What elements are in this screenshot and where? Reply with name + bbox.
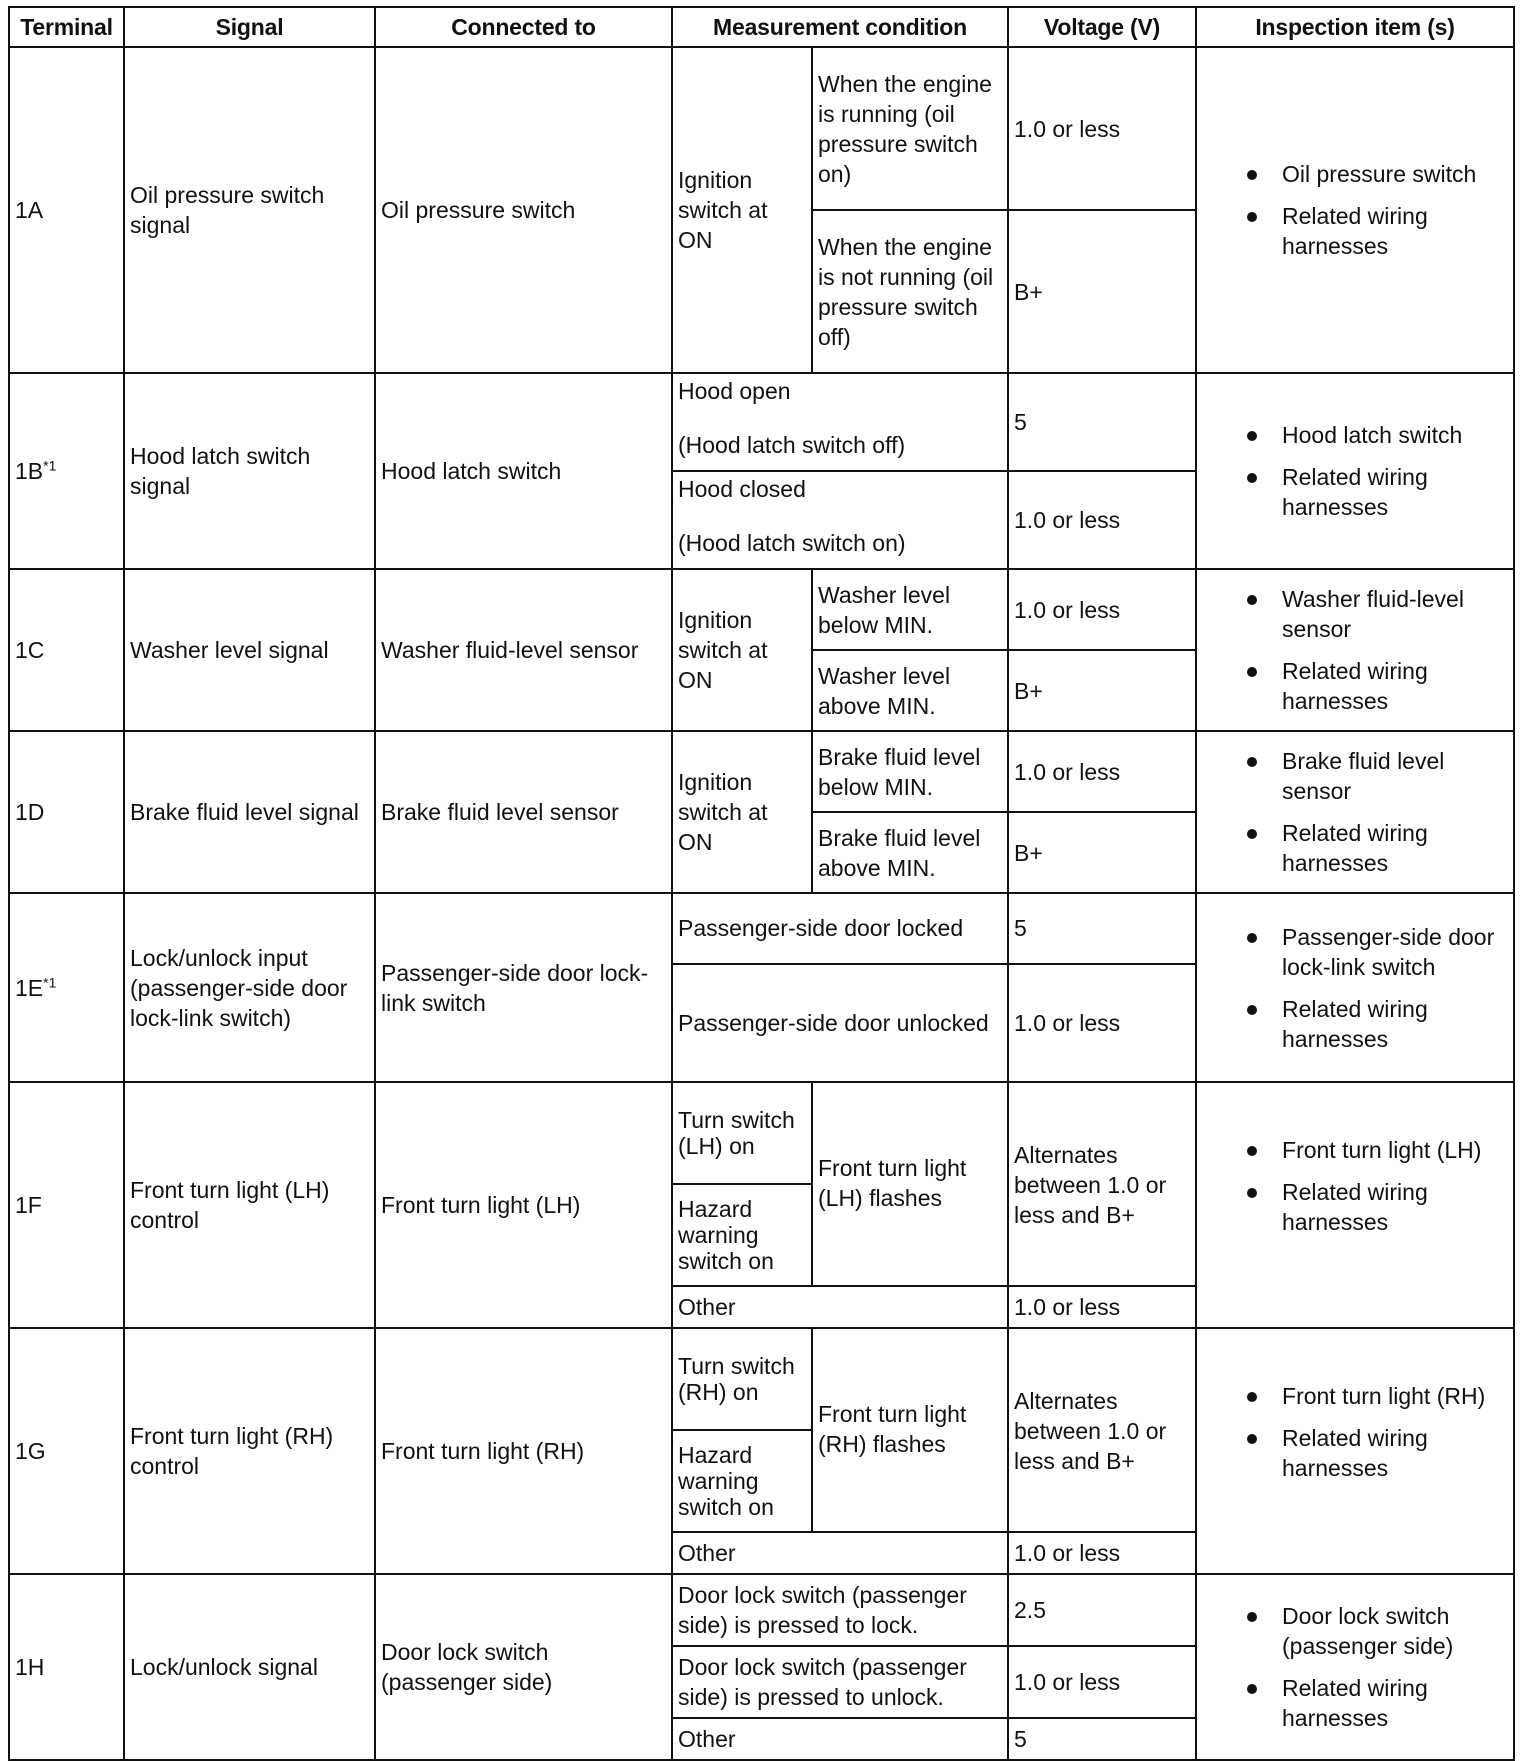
- condition-cell: [672, 373, 1008, 471]
- header-signal: Signal: [124, 7, 375, 47]
- inspection-list: [1202, 922, 1508, 1054]
- table-row: [9, 1082, 1514, 1184]
- voltage-cell: Alternates between 1.0 or less and B+: [1008, 1328, 1196, 1532]
- condition-line: Hood closed: [678, 476, 806, 503]
- signal-cell: Hood latch switch signal: [124, 373, 375, 569]
- inspection-cell: [1196, 373, 1514, 569]
- voltage-cell: B+: [1008, 210, 1196, 373]
- voltage-cell: 1.0 or less: [1008, 47, 1196, 210]
- table-row: [9, 731, 1514, 812]
- inspection-list: [1202, 1381, 1508, 1483]
- sub-condition-cell: Washer level above MIN.: [812, 650, 1008, 731]
- table-row: [9, 1574, 1514, 1646]
- terminal-cell: [9, 893, 124, 1081]
- result-cell: Front turn light (LH) flashes: [812, 1082, 1008, 1286]
- condition-cell: Turn switch (LH) on: [672, 1082, 812, 1184]
- list-item: Related wiring harnesses: [1202, 1673, 1508, 1733]
- terminal-cell: 1C: [9, 569, 124, 731]
- condition-cell: Passenger-side door locked: [672, 893, 1008, 963]
- condition-cell: [672, 471, 1008, 569]
- terminal-cell: 1D: [9, 731, 124, 893]
- voltage-cell: 5: [1008, 373, 1196, 471]
- table-row: [9, 373, 1514, 471]
- signal-cell: Front turn light (LH) control: [124, 1082, 375, 1328]
- condition-cell: Other: [672, 1718, 1008, 1760]
- sub-condition-cell: When the engine is not running (oil pressure switch off): [812, 210, 1008, 373]
- condition-cell: Turn switch (RH) on: [672, 1328, 812, 1430]
- voltage-cell: 2.5: [1008, 1574, 1196, 1646]
- header-voltage: Voltage (V): [1008, 7, 1196, 47]
- terminal-cell: 1F: [9, 1082, 124, 1328]
- list-item: Front turn light (RH): [1202, 1381, 1508, 1411]
- inspection-cell: [1196, 1328, 1514, 1574]
- connected-to-cell: Passenger-side door lock-link switch: [375, 893, 672, 1081]
- connected-to-cell: Hood latch switch: [375, 373, 672, 569]
- condition-line: (Hood latch switch off): [678, 432, 906, 459]
- voltage-cell: B+: [1008, 650, 1196, 731]
- result-cell: Front turn light (RH) flashes: [812, 1328, 1008, 1532]
- voltage-cell: 1.0 or less: [1008, 1532, 1196, 1574]
- inspection-list: [1202, 420, 1508, 522]
- terminal-voltage-table: [8, 6, 1515, 1761]
- inspection-cell: [1196, 1082, 1514, 1328]
- sub-condition-cell: Brake fluid level below MIN.: [812, 731, 1008, 812]
- header-measurement-condition: Measurement condition: [672, 7, 1008, 47]
- footnote-mark: *1: [43, 973, 57, 990]
- voltage-cell: 1.0 or less: [1008, 1646, 1196, 1718]
- signal-cell: Lock/unlock signal: [124, 1574, 375, 1760]
- list-item: Related wiring harnesses: [1202, 656, 1508, 716]
- list-item: Front turn light (LH): [1202, 1135, 1508, 1165]
- condition-cell: Door lock switch (passenger side) is pressed to lock.: [672, 1574, 1008, 1646]
- inspection-cell: [1196, 893, 1514, 1081]
- list-item: Related wiring harnesses: [1202, 994, 1508, 1054]
- condition-cell: Ignition switch at ON: [672, 569, 812, 731]
- list-item: Brake fluid level sensor: [1202, 746, 1508, 806]
- condition-cell: Passenger-side door unlocked: [672, 964, 1008, 1082]
- voltage-cell: 1.0 or less: [1008, 471, 1196, 569]
- inspection-list: [1202, 1135, 1508, 1237]
- voltage-cell: 5: [1008, 893, 1196, 963]
- signal-cell: Oil pressure switch signal: [124, 47, 375, 373]
- header-terminal: Terminal: [9, 7, 124, 47]
- connected-to-cell: Front turn light (RH): [375, 1328, 672, 1574]
- header-connected-to: Connected to: [375, 7, 672, 47]
- inspection-list: [1202, 746, 1508, 878]
- list-item: Passenger-side door lock-link switch: [1202, 922, 1508, 982]
- condition-cell: Other: [672, 1532, 1008, 1574]
- voltage-cell: 5: [1008, 1718, 1196, 1760]
- inspection-cell: [1196, 47, 1514, 373]
- inspection-cell: [1196, 1574, 1514, 1760]
- condition-cell: Ignition switch at ON: [672, 47, 812, 373]
- terminal-cell: 1A: [9, 47, 124, 373]
- table-row: [9, 47, 1514, 210]
- voltage-cell: 1.0 or less: [1008, 731, 1196, 812]
- condition-cell: Other: [672, 1286, 1008, 1328]
- connected-to-cell: Oil pressure switch: [375, 47, 672, 373]
- voltage-cell: 1.0 or less: [1008, 964, 1196, 1082]
- table-row: [9, 893, 1514, 963]
- connected-to-cell: Front turn light (LH): [375, 1082, 672, 1328]
- table-row: [9, 1328, 1514, 1430]
- connected-to-cell: Brake fluid level sensor: [375, 731, 672, 893]
- header-row: [9, 7, 1514, 47]
- inspection-list: [1202, 1601, 1508, 1733]
- inspection-list: [1202, 584, 1508, 716]
- sub-condition-cell: Brake fluid level above MIN.: [812, 812, 1008, 893]
- table-row: [9, 569, 1514, 650]
- voltage-cell: 1.0 or less: [1008, 1286, 1196, 1328]
- list-item: Oil pressure switch: [1202, 159, 1508, 189]
- connected-to-cell: Washer fluid-level sensor: [375, 569, 672, 731]
- list-item: Related wiring harnesses: [1202, 462, 1508, 522]
- inspection-cell: [1196, 731, 1514, 893]
- terminal-label: 1B: [15, 458, 44, 485]
- condition-line: Hood open: [678, 378, 791, 405]
- terminal-cell: [9, 373, 124, 569]
- header-inspection-items: Inspection item (s): [1196, 7, 1514, 47]
- voltage-cell: B+: [1008, 812, 1196, 893]
- list-item: Related wiring harnesses: [1202, 1423, 1508, 1483]
- list-item: Related wiring harnesses: [1202, 1177, 1508, 1237]
- signal-cell: Front turn light (RH) control: [124, 1328, 375, 1574]
- terminal-cell: 1H: [9, 1574, 124, 1760]
- condition-cell: Hazard warning switch on: [672, 1430, 812, 1532]
- terminal-cell: 1G: [9, 1328, 124, 1574]
- voltage-cell: 1.0 or less: [1008, 569, 1196, 650]
- terminal-label: 1E: [15, 974, 44, 1001]
- signal-cell: Brake fluid level signal: [124, 731, 375, 893]
- inspection-list: [1202, 159, 1508, 261]
- connected-to-cell: Door lock switch (passenger side): [375, 1574, 672, 1760]
- condition-cell: Door lock switch (passenger side) is pressed to unlock.: [672, 1646, 1008, 1718]
- signal-cell: Lock/unlock input (passenger-side door lock-link switch): [124, 893, 375, 1081]
- list-item: Related wiring harnesses: [1202, 201, 1508, 261]
- voltage-cell: Alternates between 1.0 or less and B+: [1008, 1082, 1196, 1286]
- footnote-mark: *1: [43, 457, 57, 474]
- list-item: Hood latch switch: [1202, 420, 1508, 450]
- signal-cell: Washer level signal: [124, 569, 375, 731]
- condition-cell: Hazard warning switch on: [672, 1184, 812, 1286]
- sub-condition-cell: Washer level below MIN.: [812, 569, 1008, 650]
- list-item: Door lock switch (passenger side): [1202, 1601, 1508, 1661]
- sub-condition-cell: When the engine is running (oil pressure switch on): [812, 47, 1008, 210]
- inspection-cell: [1196, 569, 1514, 731]
- condition-cell: Ignition switch at ON: [672, 731, 812, 893]
- list-item: Related wiring harnesses: [1202, 818, 1508, 878]
- list-item: Washer fluid-level sensor: [1202, 584, 1508, 644]
- condition-line: (Hood latch switch on): [678, 530, 906, 557]
